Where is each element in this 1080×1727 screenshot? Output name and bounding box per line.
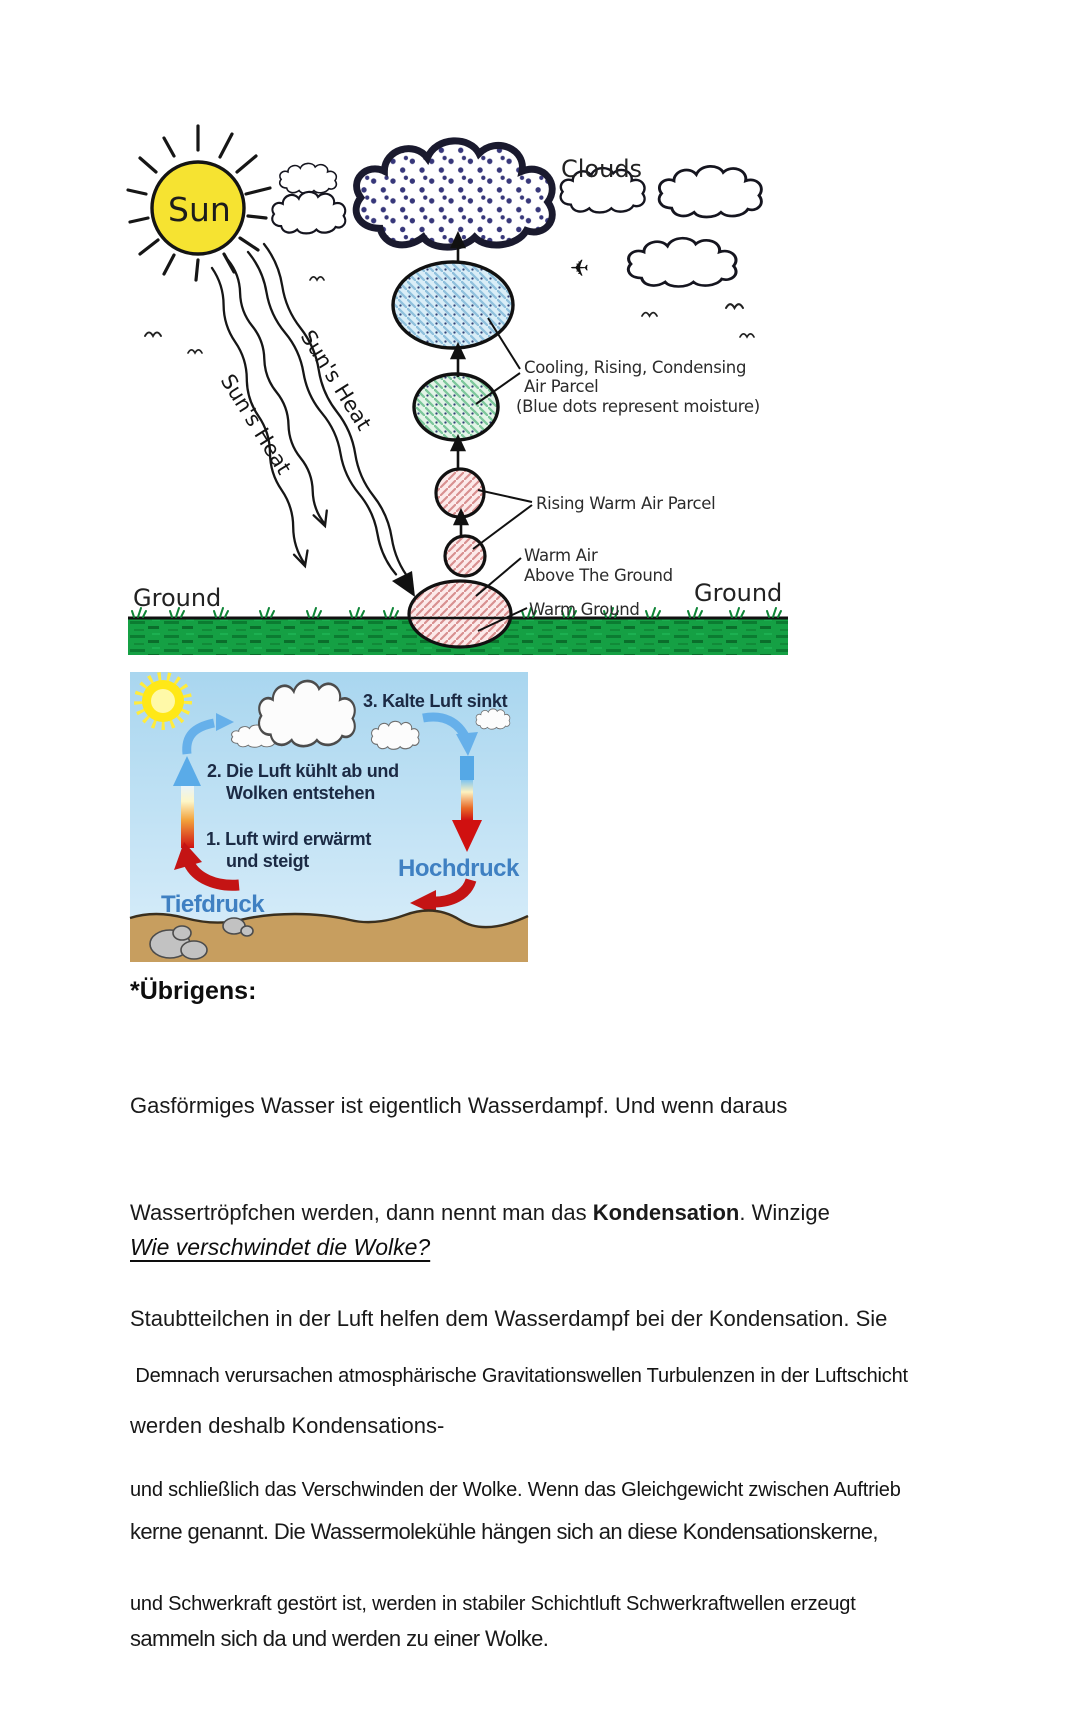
convection-diagram-figure xyxy=(128,128,788,655)
condensing-air-parcel xyxy=(414,374,498,440)
sun-icon xyxy=(128,126,270,280)
gravity-waves-paragraph xyxy=(130,1281,908,1699)
airplane-icon: ✈ xyxy=(569,256,589,282)
warm-air-label-2: Above The Ground xyxy=(524,566,673,585)
text-segment: . Winzige xyxy=(739,1199,830,1225)
step1-label-2: und steigt xyxy=(226,851,309,871)
text-line: kerne genannt. Die Wassermolekühle hängen sich an diese Kondensationskerne, xyxy=(130,1519,878,1544)
text-line: sammeln sich da und werden zu einer Wolke. xyxy=(130,1625,549,1651)
air-circulation-figure xyxy=(130,672,528,962)
dotted-cloud xyxy=(356,141,552,247)
text-line: Staubtteilchen in der Luft helfen dem Wasserdampf bei der Kondensation. Sie xyxy=(130,1306,888,1331)
uebrigens-heading: *Übrigens: xyxy=(130,977,257,1005)
text-segment-bold: Kondensation xyxy=(592,1199,740,1225)
text-segment: Wassertröpfchen werden, dann nennt man das xyxy=(130,1199,593,1225)
warm-air-label-1: Warm Air xyxy=(524,546,598,565)
cooling-label-3: (Blue dots represent moisture) xyxy=(516,397,760,416)
suns-heat-label: Sun's Heat xyxy=(295,325,377,435)
step3-label: 3. Kalte Luft sinkt xyxy=(363,691,508,711)
rising-warm-parcel xyxy=(436,469,484,517)
warm-ground-parcel xyxy=(409,536,511,647)
text-line: Gasförmiges Wasser ist eigentlich Wasserdampf. Und wenn daraus xyxy=(130,1093,788,1118)
text-line xyxy=(130,1195,887,1231)
text-line: und Schwerkraft gestört ist, werden in stabiler Schichtluft Schwerkraftwellen erzeugt xyxy=(130,1593,856,1615)
sun-label: Sun xyxy=(168,190,231,229)
low-pressure-label: Tiefdruck xyxy=(161,891,265,918)
cooling-label-1: Cooling, Rising, Condensing xyxy=(524,358,747,377)
step2-label-1: 2. Die Luft kühlt ab und xyxy=(207,761,399,781)
high-pressure-label: Hochdruck xyxy=(398,855,519,882)
rising-label: Rising Warm Air Parcel xyxy=(536,494,716,513)
text-line: Demnach verursachen atmosphärische Gravitationswellen Turbulenzen in der Luftschicht xyxy=(130,1365,908,1387)
moist-air-parcel xyxy=(393,262,513,348)
text-line: werden deshalb Kondensations- xyxy=(130,1412,445,1438)
warm-ground-label: Warm Ground xyxy=(529,600,640,619)
cooling-label-2: Air Parcel xyxy=(524,377,599,396)
wie-heading: Wie verschwindet die Wolke? xyxy=(130,1234,431,1260)
step2-label-2: Wolken entstehen xyxy=(226,783,375,803)
step1-label-1: 1. Luft wird erwärmt xyxy=(206,829,372,849)
ground-label-right: Ground xyxy=(694,579,783,607)
ground-label-left: Ground xyxy=(133,584,222,612)
clouds-label: Clouds xyxy=(561,155,643,183)
text-line: und schließlich das Verschwinden der Wolke. Wenn das Gleichgewicht zwischen Auftrieb xyxy=(130,1479,901,1501)
suns-heat-label: Sun's Heat xyxy=(215,369,297,479)
